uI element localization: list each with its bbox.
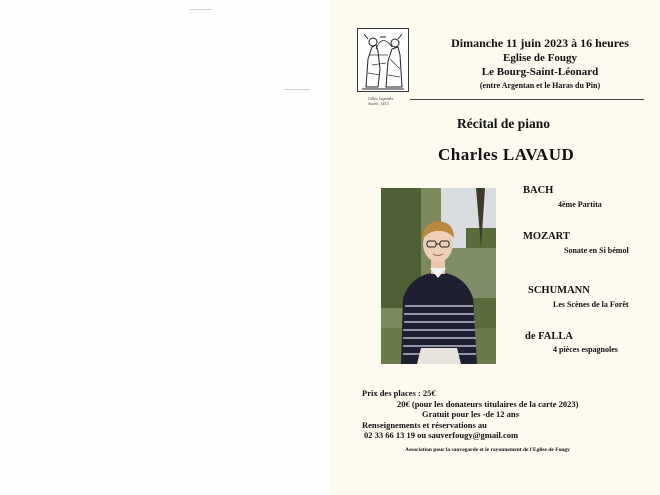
performer-photo <box>381 188 496 364</box>
price-children: Gratuit pour les -de 12 ans <box>422 409 519 419</box>
pricing-info <box>362 388 578 441</box>
composer-mozart: MOZART <box>523 231 570 242</box>
scan-mark <box>284 89 310 90</box>
work-schumann: Les Scènes de la Forêt <box>553 300 629 309</box>
woodcut-illustration <box>357 28 409 92</box>
scan-mark <box>190 9 212 10</box>
reservations-contact: 02 33 66 13 19 ou sauverfougy@gmail.com <box>364 430 519 440</box>
composer-de-falla: de FALLA <box>525 331 573 342</box>
work-bach: 4ème Partita <box>558 200 602 209</box>
association-footer: Association pour la sauvegarde et le rayonnement de l'Eglise de Fougy <box>405 447 570 453</box>
price-donors: 20€ (pour les donateurs titulaires de la carte 2023) <box>397 398 579 409</box>
caption-line: Gilles Legendre <box>368 96 394 101</box>
price-standard: Prix des places : 25€ <box>362 388 436 398</box>
woodcut-figures-icon <box>358 29 408 91</box>
event-date: Dimanche 11 juin 2023 à 16 heures <box>451 36 629 50</box>
event-title: Récital de piano <box>457 116 550 131</box>
event-venue: Eglise de Fougy <box>503 52 577 64</box>
reservations-label: Renseignements et réservations au <box>362 419 487 430</box>
event-header <box>440 36 640 92</box>
composer-bach: BACH <box>523 185 554 196</box>
event-location-note: (entre Argentan et le Haras du Pin) <box>479 81 601 90</box>
performer-name: Charles LAVAUD <box>438 145 575 164</box>
event-town: Le Bourg-Saint-Léonard <box>481 66 599 78</box>
header-divider <box>410 99 644 100</box>
work-de-falla: 4 pièces espagnoles <box>553 345 618 354</box>
composer-schumann: SCHUMANN <box>528 285 590 296</box>
woodcut-caption <box>368 96 394 106</box>
pianist-portrait-icon <box>381 188 496 364</box>
work-mozart: Sonate en Si bémol <box>564 246 629 255</box>
caption-line: Ascète, 1413. <box>368 101 390 106</box>
